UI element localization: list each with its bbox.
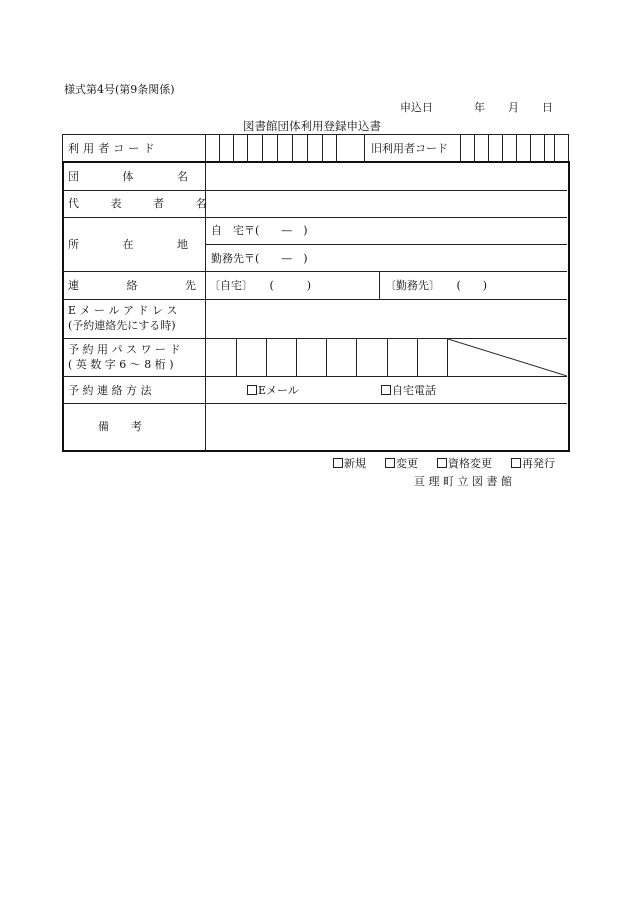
method-email-label: Eメール [258,384,299,397]
method-phone-checkbox[interactable] [381,384,436,397]
checkbox-icon[interactable] [333,458,343,468]
contact-work-field[interactable]: 〔勤務先〕 ( ) [385,279,488,292]
application-date-label: 申込日 [400,101,433,114]
form-number: 様式第4号(第9条関係) [64,83,175,96]
contact-label: 連 絡 先 [68,279,196,292]
email-label-line1: E メ ー ル ア ド レ ス [68,304,178,317]
work-address-field[interactable]: 勤務先〒( — ) [211,252,308,265]
checkbox-icon[interactable] [247,385,257,395]
option-status-change[interactable]: 資格変更 [437,457,492,470]
checkbox-icon[interactable] [511,458,521,468]
method-phone-label: 自宅電話 [392,384,436,397]
checkbox-icon[interactable] [381,385,391,395]
password-unused-diagonal [448,339,567,376]
address-label: 所 在 地 [68,238,188,251]
old-user-code-label: 旧利用者コード [371,142,448,155]
method-email-checkbox[interactable] [247,384,299,397]
group-name-label: 団 体 名 [68,170,188,183]
user-code-label: 利 用 者 コ ー ド [68,142,155,155]
footer-options [333,455,555,471]
issuer: 亘 理 町 立 図 書 館 [414,475,512,488]
option-new[interactable]: 新規 [333,457,366,470]
password-label-line2: ( 英 数 字 6 〜 8 桁 ) [68,358,174,371]
option-change[interactable]: 変更 [385,457,418,470]
checkbox-icon[interactable] [385,458,395,468]
option-reissue[interactable]: 再発行 [511,457,555,470]
remarks-label: 備 考 [98,420,142,433]
representative-label: 代 表 者 名 [68,197,207,210]
password-label-line1: 予 約 用 パ ス ワ ー ド [68,343,181,356]
form-title: 図書館団体利用登録申込書 [243,119,381,133]
date-month-label: 月 [508,101,519,114]
date-year-label: 年 [474,101,485,114]
checkbox-icon[interactable] [437,458,447,468]
date-day-label: 日 [542,101,553,114]
contact-method-label: 予 約 連 絡 方 法 [68,384,152,397]
contact-home-field[interactable]: 〔自宅〕 ( ) [209,279,312,292]
home-address-field[interactable]: 自 宅〒( — ) [211,224,308,237]
email-label-line2: (予約連絡先にする時) [68,319,176,332]
